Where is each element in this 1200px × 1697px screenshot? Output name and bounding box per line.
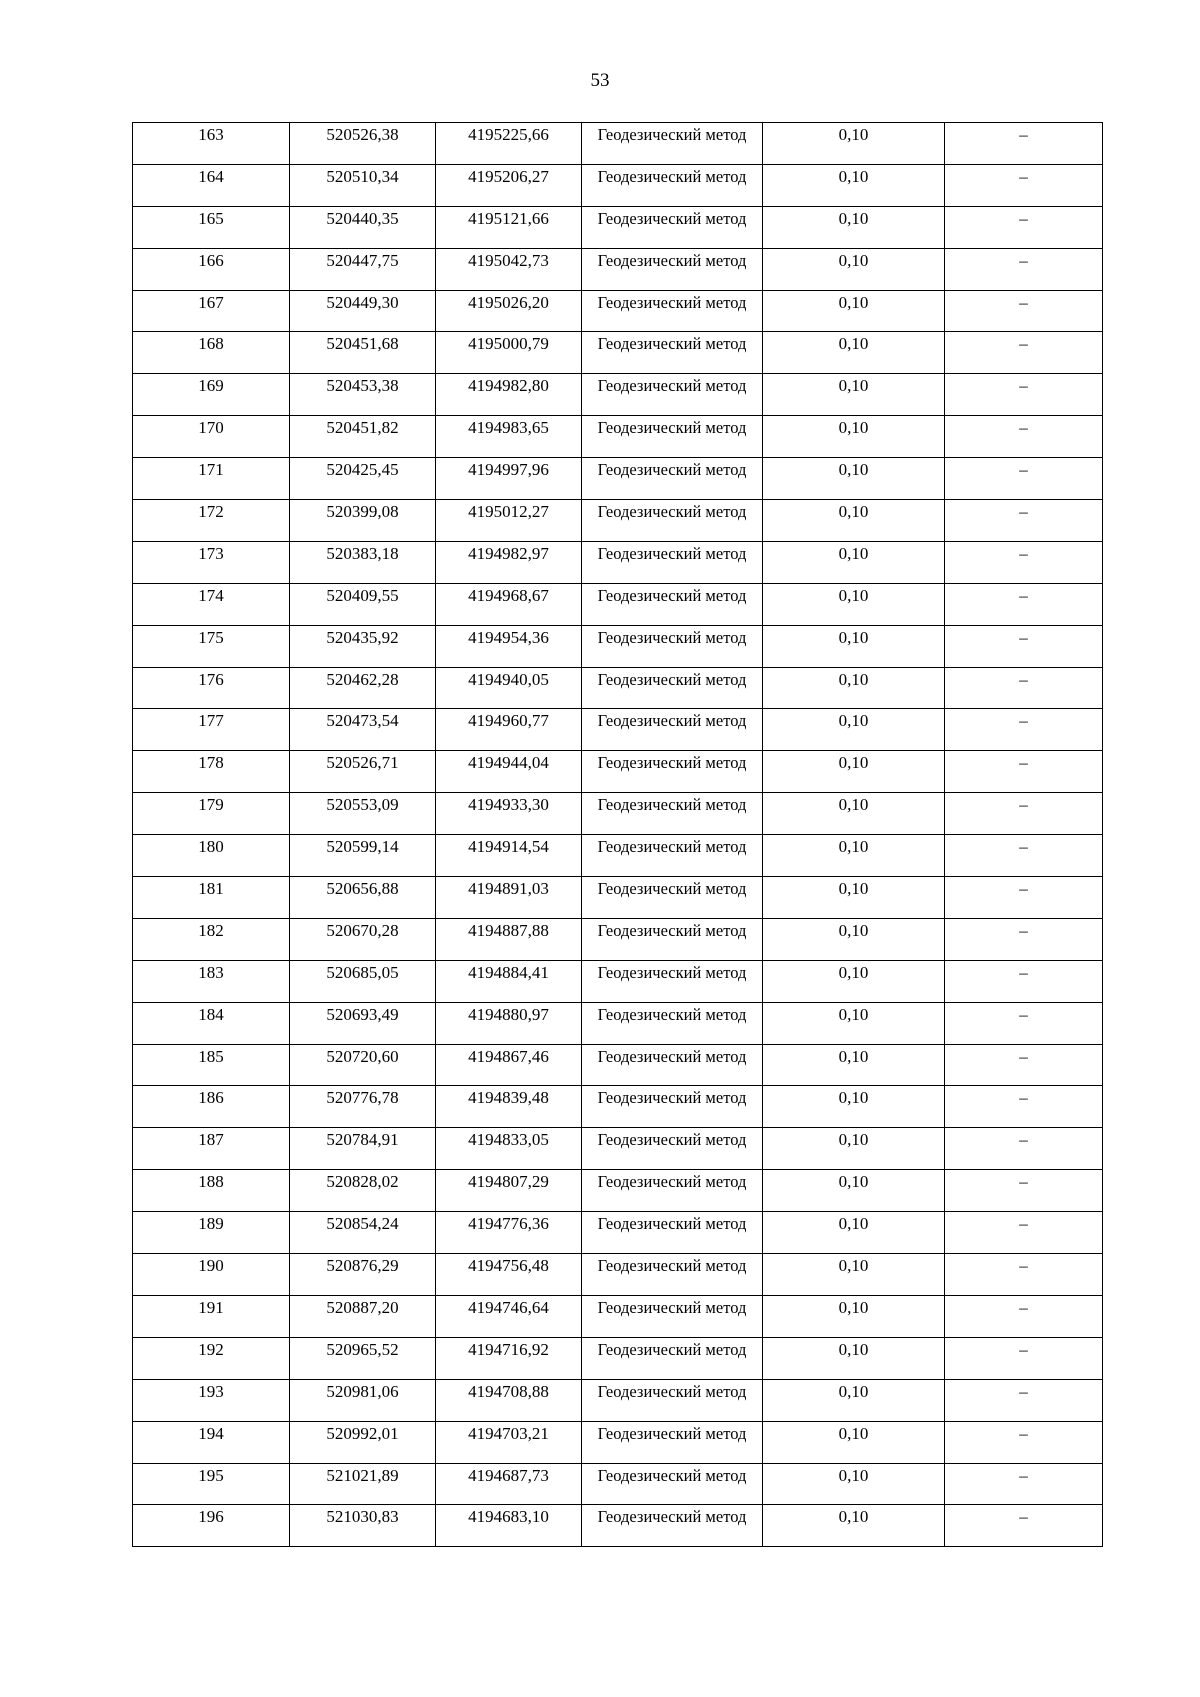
table-row <box>133 1086 1103 1128</box>
y-coordinate-cell: 4195121,66 <box>436 206 582 248</box>
point-number-cell: 173 <box>133 541 290 583</box>
accuracy-cell: 0,10 <box>763 1379 945 1421</box>
method-cell: Геодезический метод <box>582 290 763 332</box>
table-row <box>133 835 1103 877</box>
method-cell: Геодезический метод <box>582 835 763 877</box>
point-number-cell: 186 <box>133 1086 290 1128</box>
y-coordinate-cell: 4194884,41 <box>436 960 582 1002</box>
method-cell: Геодезический метод <box>582 1128 763 1170</box>
method-cell: Геодезический метод <box>582 500 763 542</box>
note-cell: – <box>945 541 1103 583</box>
accuracy-cell: 0,10 <box>763 1212 945 1254</box>
point-number-cell: 168 <box>133 332 290 374</box>
note-cell: – <box>945 1505 1103 1547</box>
table-row <box>133 164 1103 206</box>
table-row <box>133 751 1103 793</box>
point-number-cell: 182 <box>133 918 290 960</box>
point-number-cell: 191 <box>133 1295 290 1337</box>
table-row <box>133 1212 1103 1254</box>
method-cell: Геодезический метод <box>582 1505 763 1547</box>
method-cell: Геодезический метод <box>582 374 763 416</box>
y-coordinate-cell: 4195012,27 <box>436 500 582 542</box>
table-row <box>133 458 1103 500</box>
note-cell: – <box>945 1086 1103 1128</box>
accuracy-cell: 0,10 <box>763 793 945 835</box>
table-row <box>133 709 1103 751</box>
coordinates-table <box>132 122 1103 1547</box>
accuracy-cell: 0,10 <box>763 1128 945 1170</box>
table-row <box>133 290 1103 332</box>
method-cell: Геодезический метод <box>582 877 763 919</box>
x-coordinate-cell: 520656,88 <box>290 877 436 919</box>
accuracy-cell: 0,10 <box>763 1295 945 1337</box>
point-number-cell: 184 <box>133 1002 290 1044</box>
x-coordinate-cell: 520876,29 <box>290 1254 436 1296</box>
table-row <box>133 793 1103 835</box>
method-cell: Геодезический метод <box>582 918 763 960</box>
y-coordinate-cell: 4194683,10 <box>436 1505 582 1547</box>
point-number-cell: 171 <box>133 458 290 500</box>
accuracy-cell: 0,10 <box>763 458 945 500</box>
table-row <box>133 206 1103 248</box>
y-coordinate-cell: 4194776,36 <box>436 1212 582 1254</box>
y-coordinate-cell: 4194960,77 <box>436 709 582 751</box>
note-cell: – <box>945 123 1103 165</box>
accuracy-cell: 0,10 <box>763 625 945 667</box>
x-coordinate-cell: 520992,01 <box>290 1421 436 1463</box>
table-row <box>133 1505 1103 1547</box>
y-coordinate-cell: 4194968,67 <box>436 583 582 625</box>
method-cell: Геодезический метод <box>582 1463 763 1505</box>
point-number-cell: 167 <box>133 290 290 332</box>
table-row <box>133 583 1103 625</box>
point-number-cell: 196 <box>133 1505 290 1547</box>
y-coordinate-cell: 4195026,20 <box>436 290 582 332</box>
method-cell: Геодезический метод <box>582 416 763 458</box>
point-number-cell: 195 <box>133 1463 290 1505</box>
x-coordinate-cell: 520510,34 <box>290 164 436 206</box>
note-cell: – <box>945 709 1103 751</box>
note-cell: – <box>945 1170 1103 1212</box>
x-coordinate-cell: 520462,28 <box>290 667 436 709</box>
x-coordinate-cell: 520425,45 <box>290 458 436 500</box>
table-row <box>133 500 1103 542</box>
y-coordinate-cell: 4194887,88 <box>436 918 582 960</box>
method-cell: Геодезический метод <box>582 1254 763 1296</box>
y-coordinate-cell: 4194687,73 <box>436 1463 582 1505</box>
accuracy-cell: 0,10 <box>763 332 945 374</box>
accuracy-cell: 0,10 <box>763 290 945 332</box>
accuracy-cell: 0,10 <box>763 877 945 919</box>
accuracy-cell: 0,10 <box>763 541 945 583</box>
accuracy-cell: 0,10 <box>763 1254 945 1296</box>
method-cell: Геодезический метод <box>582 1379 763 1421</box>
x-coordinate-cell: 520693,49 <box>290 1002 436 1044</box>
point-number-cell: 177 <box>133 709 290 751</box>
x-coordinate-cell: 520981,06 <box>290 1379 436 1421</box>
table-row <box>133 416 1103 458</box>
x-coordinate-cell: 520685,05 <box>290 960 436 1002</box>
note-cell: – <box>945 1212 1103 1254</box>
y-coordinate-cell: 4195000,79 <box>436 332 582 374</box>
x-coordinate-cell: 520553,09 <box>290 793 436 835</box>
note-cell: – <box>945 1379 1103 1421</box>
x-coordinate-cell: 520854,24 <box>290 1212 436 1254</box>
note-cell: – <box>945 1463 1103 1505</box>
accuracy-cell: 0,10 <box>763 500 945 542</box>
x-coordinate-cell: 520447,75 <box>290 248 436 290</box>
note-cell: – <box>945 835 1103 877</box>
table-row <box>133 1421 1103 1463</box>
table-row <box>133 1463 1103 1505</box>
accuracy-cell: 0,10 <box>763 1337 945 1379</box>
method-cell: Геодезический метод <box>582 1170 763 1212</box>
accuracy-cell: 0,10 <box>763 751 945 793</box>
accuracy-cell: 0,10 <box>763 248 945 290</box>
x-coordinate-cell: 521030,83 <box>290 1505 436 1547</box>
accuracy-cell: 0,10 <box>763 123 945 165</box>
note-cell: – <box>945 1295 1103 1337</box>
accuracy-cell: 0,10 <box>763 918 945 960</box>
table-row <box>133 1044 1103 1086</box>
x-coordinate-cell: 520473,54 <box>290 709 436 751</box>
x-coordinate-cell: 520670,28 <box>290 918 436 960</box>
y-coordinate-cell: 4194982,97 <box>436 541 582 583</box>
x-coordinate-cell: 520828,02 <box>290 1170 436 1212</box>
note-cell: – <box>945 290 1103 332</box>
point-number-cell: 192 <box>133 1337 290 1379</box>
point-number-cell: 164 <box>133 164 290 206</box>
note-cell: – <box>945 583 1103 625</box>
table-row <box>133 960 1103 1002</box>
table-row <box>133 374 1103 416</box>
table-row <box>133 1295 1103 1337</box>
note-cell: – <box>945 625 1103 667</box>
point-number-cell: 188 <box>133 1170 290 1212</box>
method-cell: Геодезический метод <box>582 625 763 667</box>
accuracy-cell: 0,10 <box>763 206 945 248</box>
point-number-cell: 170 <box>133 416 290 458</box>
point-number-cell: 176 <box>133 667 290 709</box>
y-coordinate-cell: 4194756,48 <box>436 1254 582 1296</box>
x-coordinate-cell: 520399,08 <box>290 500 436 542</box>
point-number-cell: 194 <box>133 1421 290 1463</box>
accuracy-cell: 0,10 <box>763 374 945 416</box>
note-cell: – <box>945 1044 1103 1086</box>
method-cell: Геодезический метод <box>582 960 763 1002</box>
note-cell: – <box>945 877 1103 919</box>
y-coordinate-cell: 4194983,65 <box>436 416 582 458</box>
point-number-cell: 190 <box>133 1254 290 1296</box>
table-row <box>133 918 1103 960</box>
table-row <box>133 541 1103 583</box>
point-number-cell: 165 <box>133 206 290 248</box>
y-coordinate-cell: 4194746,64 <box>436 1295 582 1337</box>
table-row <box>133 667 1103 709</box>
note-cell: – <box>945 248 1103 290</box>
note-cell: – <box>945 1002 1103 1044</box>
table-row <box>133 1002 1103 1044</box>
accuracy-cell: 0,10 <box>763 1086 945 1128</box>
method-cell: Геодезический метод <box>582 1086 763 1128</box>
accuracy-cell: 0,10 <box>763 1002 945 1044</box>
note-cell: – <box>945 164 1103 206</box>
y-coordinate-cell: 4194839,48 <box>436 1086 582 1128</box>
x-coordinate-cell: 520776,78 <box>290 1086 436 1128</box>
accuracy-cell: 0,10 <box>763 960 945 1002</box>
y-coordinate-cell: 4194703,21 <box>436 1421 582 1463</box>
method-cell: Геодезический метод <box>582 1002 763 1044</box>
point-number-cell: 180 <box>133 835 290 877</box>
method-cell: Геодезический метод <box>582 709 763 751</box>
note-cell: – <box>945 1421 1103 1463</box>
x-coordinate-cell: 521021,89 <box>290 1463 436 1505</box>
x-coordinate-cell: 520526,38 <box>290 123 436 165</box>
accuracy-cell: 0,10 <box>763 1170 945 1212</box>
y-coordinate-cell: 4195206,27 <box>436 164 582 206</box>
accuracy-cell: 0,10 <box>763 164 945 206</box>
point-number-cell: 183 <box>133 960 290 1002</box>
method-cell: Геодезический метод <box>582 248 763 290</box>
table-row <box>133 877 1103 919</box>
y-coordinate-cell: 4194997,96 <box>436 458 582 500</box>
accuracy-cell: 0,10 <box>763 835 945 877</box>
point-number-cell: 175 <box>133 625 290 667</box>
accuracy-cell: 0,10 <box>763 1463 945 1505</box>
accuracy-cell: 0,10 <box>763 709 945 751</box>
point-number-cell: 189 <box>133 1212 290 1254</box>
x-coordinate-cell: 520409,55 <box>290 583 436 625</box>
note-cell: – <box>945 793 1103 835</box>
x-coordinate-cell: 520449,30 <box>290 290 436 332</box>
table-row <box>133 332 1103 374</box>
x-coordinate-cell: 520451,68 <box>290 332 436 374</box>
page-number: 53 <box>590 70 610 91</box>
y-coordinate-cell: 4194954,36 <box>436 625 582 667</box>
method-cell: Геодезический метод <box>582 206 763 248</box>
method-cell: Геодезический метод <box>582 793 763 835</box>
y-coordinate-cell: 4194716,92 <box>436 1337 582 1379</box>
table-row <box>133 1170 1103 1212</box>
note-cell: – <box>945 458 1103 500</box>
x-coordinate-cell: 520435,92 <box>290 625 436 667</box>
table-row <box>133 1337 1103 1379</box>
table-row <box>133 1254 1103 1296</box>
method-cell: Геодезический метод <box>582 667 763 709</box>
method-cell: Геодезический метод <box>582 583 763 625</box>
point-number-cell: 185 <box>133 1044 290 1086</box>
point-number-cell: 169 <box>133 374 290 416</box>
note-cell: – <box>945 1128 1103 1170</box>
y-coordinate-cell: 4194914,54 <box>436 835 582 877</box>
note-cell: – <box>945 1337 1103 1379</box>
x-coordinate-cell: 520599,14 <box>290 835 436 877</box>
y-coordinate-cell: 4194944,04 <box>436 751 582 793</box>
note-cell: – <box>945 332 1103 374</box>
coordinates-table-body <box>133 123 1103 1547</box>
accuracy-cell: 0,10 <box>763 1505 945 1547</box>
x-coordinate-cell: 520440,35 <box>290 206 436 248</box>
accuracy-cell: 0,10 <box>763 1421 945 1463</box>
method-cell: Геодезический метод <box>582 123 763 165</box>
accuracy-cell: 0,10 <box>763 583 945 625</box>
accuracy-cell: 0,10 <box>763 416 945 458</box>
x-coordinate-cell: 520965,52 <box>290 1337 436 1379</box>
note-cell: – <box>945 918 1103 960</box>
y-coordinate-cell: 4194933,30 <box>436 793 582 835</box>
note-cell: – <box>945 667 1103 709</box>
y-coordinate-cell: 4194708,88 <box>436 1379 582 1421</box>
point-number-cell: 166 <box>133 248 290 290</box>
accuracy-cell: 0,10 <box>763 1044 945 1086</box>
method-cell: Геодезический метод <box>582 1337 763 1379</box>
point-number-cell: 178 <box>133 751 290 793</box>
method-cell: Геодезический метод <box>582 1212 763 1254</box>
note-cell: – <box>945 374 1103 416</box>
note-cell: – <box>945 416 1103 458</box>
method-cell: Геодезический метод <box>582 541 763 583</box>
note-cell: – <box>945 500 1103 542</box>
x-coordinate-cell: 520720,60 <box>290 1044 436 1086</box>
note-cell: – <box>945 960 1103 1002</box>
note-cell: – <box>945 1254 1103 1296</box>
table-row <box>133 248 1103 290</box>
point-number-cell: 172 <box>133 500 290 542</box>
method-cell: Геодезический метод <box>582 164 763 206</box>
y-coordinate-cell: 4194833,05 <box>436 1128 582 1170</box>
method-cell: Геодезический метод <box>582 1421 763 1463</box>
x-coordinate-cell: 520383,18 <box>290 541 436 583</box>
y-coordinate-cell: 4194807,29 <box>436 1170 582 1212</box>
point-number-cell: 187 <box>133 1128 290 1170</box>
method-cell: Геодезический метод <box>582 458 763 500</box>
method-cell: Геодезический метод <box>582 1044 763 1086</box>
point-number-cell: 193 <box>133 1379 290 1421</box>
y-coordinate-cell: 4195225,66 <box>436 123 582 165</box>
table-row <box>133 1379 1103 1421</box>
method-cell: Геодезический метод <box>582 1295 763 1337</box>
y-coordinate-cell: 4195042,73 <box>436 248 582 290</box>
y-coordinate-cell: 4194940,05 <box>436 667 582 709</box>
note-cell: – <box>945 751 1103 793</box>
y-coordinate-cell: 4194867,46 <box>436 1044 582 1086</box>
table-row <box>133 1128 1103 1170</box>
point-number-cell: 174 <box>133 583 290 625</box>
method-cell: Геодезический метод <box>582 332 763 374</box>
method-cell: Геодезический метод <box>582 751 763 793</box>
y-coordinate-cell: 4194982,80 <box>436 374 582 416</box>
point-number-cell: 163 <box>133 123 290 165</box>
table-row <box>133 123 1103 165</box>
x-coordinate-cell: 520526,71 <box>290 751 436 793</box>
x-coordinate-cell: 520784,91 <box>290 1128 436 1170</box>
y-coordinate-cell: 4194891,03 <box>436 877 582 919</box>
point-number-cell: 181 <box>133 877 290 919</box>
x-coordinate-cell: 520451,82 <box>290 416 436 458</box>
y-coordinate-cell: 4194880,97 <box>436 1002 582 1044</box>
note-cell: – <box>945 206 1103 248</box>
table-row <box>133 625 1103 667</box>
x-coordinate-cell: 520453,38 <box>290 374 436 416</box>
accuracy-cell: 0,10 <box>763 667 945 709</box>
x-coordinate-cell: 520887,20 <box>290 1295 436 1337</box>
point-number-cell: 179 <box>133 793 290 835</box>
